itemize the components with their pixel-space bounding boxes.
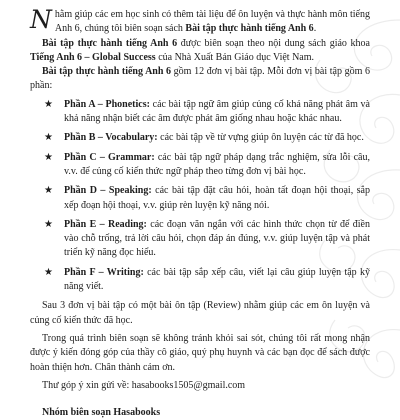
review-paragraph: Sau 3 đơn vị bài tập có một bài ôn tập (Review) nhằm giúp các em ôn luyện và củng cố kiến thức đã học.	[30, 300, 370, 326]
book-title-bold-3: Bài tập thực hành tiếng Anh 6	[42, 66, 172, 78]
star-bullet-icon: ★	[44, 151, 53, 163]
part-f-text: các bài tập sắp xếp câu, viết lại câu giúp luyện tập kỹ năng viết.	[64, 266, 370, 293]
intro-paragraph-3-rest: gồm 12 đơn vị bài tập. Mỗi đơn vị bài tập gồm 6 phần:	[30, 66, 370, 92]
intro-paragraph-2-end: của Nhà Xuất Bản Giáo dục Việt Nam.	[155, 51, 315, 63]
preface-content	[30, 5, 370, 420]
part-e-name: Phần E – Reading:	[64, 218, 147, 230]
part-c-text: các bài tập ngữ pháp dạng trắc nghiệm, sửa lỗi câu, v.v. để củng cố kiến thức ngữ pháp theo từng đơn vị bài học.	[64, 151, 370, 177]
intro-paragraph-1-end: .	[313, 23, 317, 35]
part-e-text: các đoạn văn ngắn với các hình thức chọn từ để điền vào chỗ trống, trả lời câu hỏi, chọn đáp án đúng, v.v. giúp luyện tập và phát triển kỹ năng đọc hiểu.	[64, 218, 370, 259]
author-signature: Nhóm biên soạn Hasabooks	[42, 407, 161, 419]
list-item-part-b	[44, 131, 370, 145]
part-b-text: các bài tập về từ vựng giúp ôn luyện các từ đã học.	[157, 132, 364, 144]
part-f-name: Phần F – Writing:	[64, 266, 144, 278]
star-bullet-icon: ★	[44, 266, 53, 278]
intro-paragraph-2	[30, 37, 370, 66]
part-a-text: các bài tập ngữ âm giúp củng cố khả năng phát âm và khả năng nhận biết các âm được phát âm giống nhau hoặc khác nhau.	[64, 98, 370, 125]
list-item-part-f	[44, 266, 370, 295]
part-a-name: Phần A – Phonetics:	[64, 98, 150, 110]
star-bullet-icon: ★	[44, 132, 53, 144]
list-item-part-e	[44, 218, 370, 261]
part-d-name: Phần D – Speaking:	[64, 185, 152, 197]
intro-paragraph-3	[30, 65, 370, 94]
parts-list	[30, 98, 370, 295]
star-bullet-icon: ★	[44, 218, 53, 230]
part-d-text: các bài tập đặt câu hỏi, hoàn tất đoạn hội thoại, sắp xếp đoạn hội thoại, v.v. giúp rèn luyện kỹ năng nói.	[64, 185, 370, 211]
textbook-title-bold: Tiếng Anh 6 – Global Success	[30, 51, 156, 63]
book-title-bold-2: Bài tập thực hành tiếng Anh 6	[42, 37, 178, 49]
star-bullet-icon: ★	[44, 185, 53, 197]
list-item-part-d	[44, 184, 370, 213]
book-title-bold: Bài tập thực hành tiếng Anh 6	[185, 23, 314, 35]
star-bullet-icon: ★	[44, 98, 53, 110]
drop-cap-letter: N	[30, 5, 52, 34]
list-item-part-c	[44, 151, 370, 180]
contact-email-line: Thư góp ý xin gửi về: hasabooks1505@gmail.com	[42, 379, 246, 391]
feedback-paragraph: Trong quá trình biên soạn sẽ không tránh khỏi sai sót, chúng tôi rất mong nhận được ý kiến đóng góp của thầy cô giáo, quý phụ huynh và các bạn đọc để sách được hoàn thiện hơn. Chân thành cảm ơn.	[30, 332, 370, 373]
list-item-part-a	[44, 98, 370, 127]
part-c-name: Phần C – Grammar:	[64, 151, 155, 163]
intro-paragraph-1-text: hằm giúp các em học sinh có thêm tài liệu để ôn luyện và thực hành môn tiếng Anh 6, chúng tôi biên soạn sách	[54, 9, 370, 35]
part-b-name: Phần B – Vocabulary:	[64, 132, 158, 144]
intro-paragraph-2-mid: được biên soạn theo nội dung sách giáo khoa	[177, 37, 370, 49]
intro-paragraph-1	[30, 5, 370, 37]
